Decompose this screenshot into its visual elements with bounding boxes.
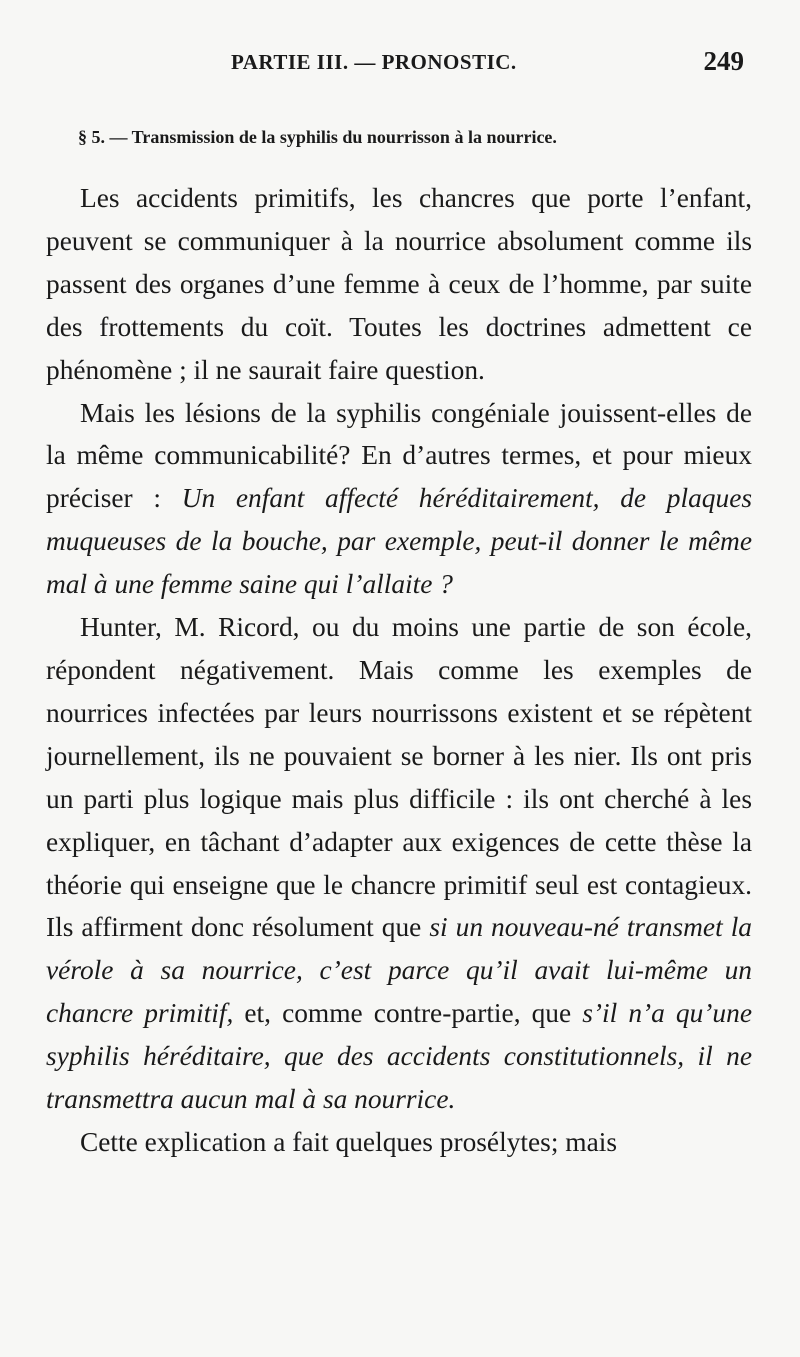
paragraph-2-italic: Un enfant affecté héréditairement, de plaques muqueuses de la bouche, par exemple, peut-il donner le même mal à une femme saine qui l’allaite ? [46,483,753,600]
paragraph-3-italic-b: s’il n’a qu’une syphilis héréditaire, que des accidents constitutionnels, il ne transmettra aucun mal à sa nourrice. [46,998,752,1115]
paragraph-1-text: Les accidents primitifs, les chancres que porte l’enfant, peuvent se communiquer à la nourrice absolument comme ils passent des organes d’une femme à ceux de l’homme, par suite des frottements du coït. Toutes les doctrines admettent ce phénomène ; il ne saurait faire question. [46,183,752,385]
paragraph-2-text: Mais les lésions de la syphilis congéniale jouissent-elles de la même communicabilité? En d’autres termes, et pour mieux préciser : [46,397,752,514]
paragraph-1 [46,177,752,392]
paragraph-3-italic-a: si un nouveau-né transmet la vérole à sa nourrice, c’est parce qu’il avait lui-même un chancre primitif, [46,912,753,1029]
paragraph-4-text: Cette explication a fait quelques prosélytes; mais [80,1126,618,1157]
running-header [46,46,764,80]
paragraph-2 [46,392,752,607]
page-number: 249 [703,46,744,76]
paragraph-3-text-a: Hunter, M. Ricord, ou du moins une partie de son école, répondent négativement. Mais comme les exemples de nourrices infectées par leurs nourrissons existent et se répètent journellement, ils ne pouvaient se borner à les nier. Ils ont pris un parti plus logique mais plus difficile : ils ont cherché à les expliquer, en tâchant d’adapter aux exigences de cette thèse la théorie qui enseigne que le chancre primitif seul est contagieux. Ils affirment donc résolument que [46,612,752,943]
paragraph-3-text-b: et, comme contre-partie, que [233,998,583,1029]
paragraph-3 [46,606,752,1121]
body-text [46,177,752,1164]
paragraph-4 [46,1121,752,1164]
running-title: PARTIE III. — PRONOSTIC. [231,50,517,74]
section-heading: § 5. — Transmission de la syphilis du nourrisson à la nourrice. [78,127,557,147]
